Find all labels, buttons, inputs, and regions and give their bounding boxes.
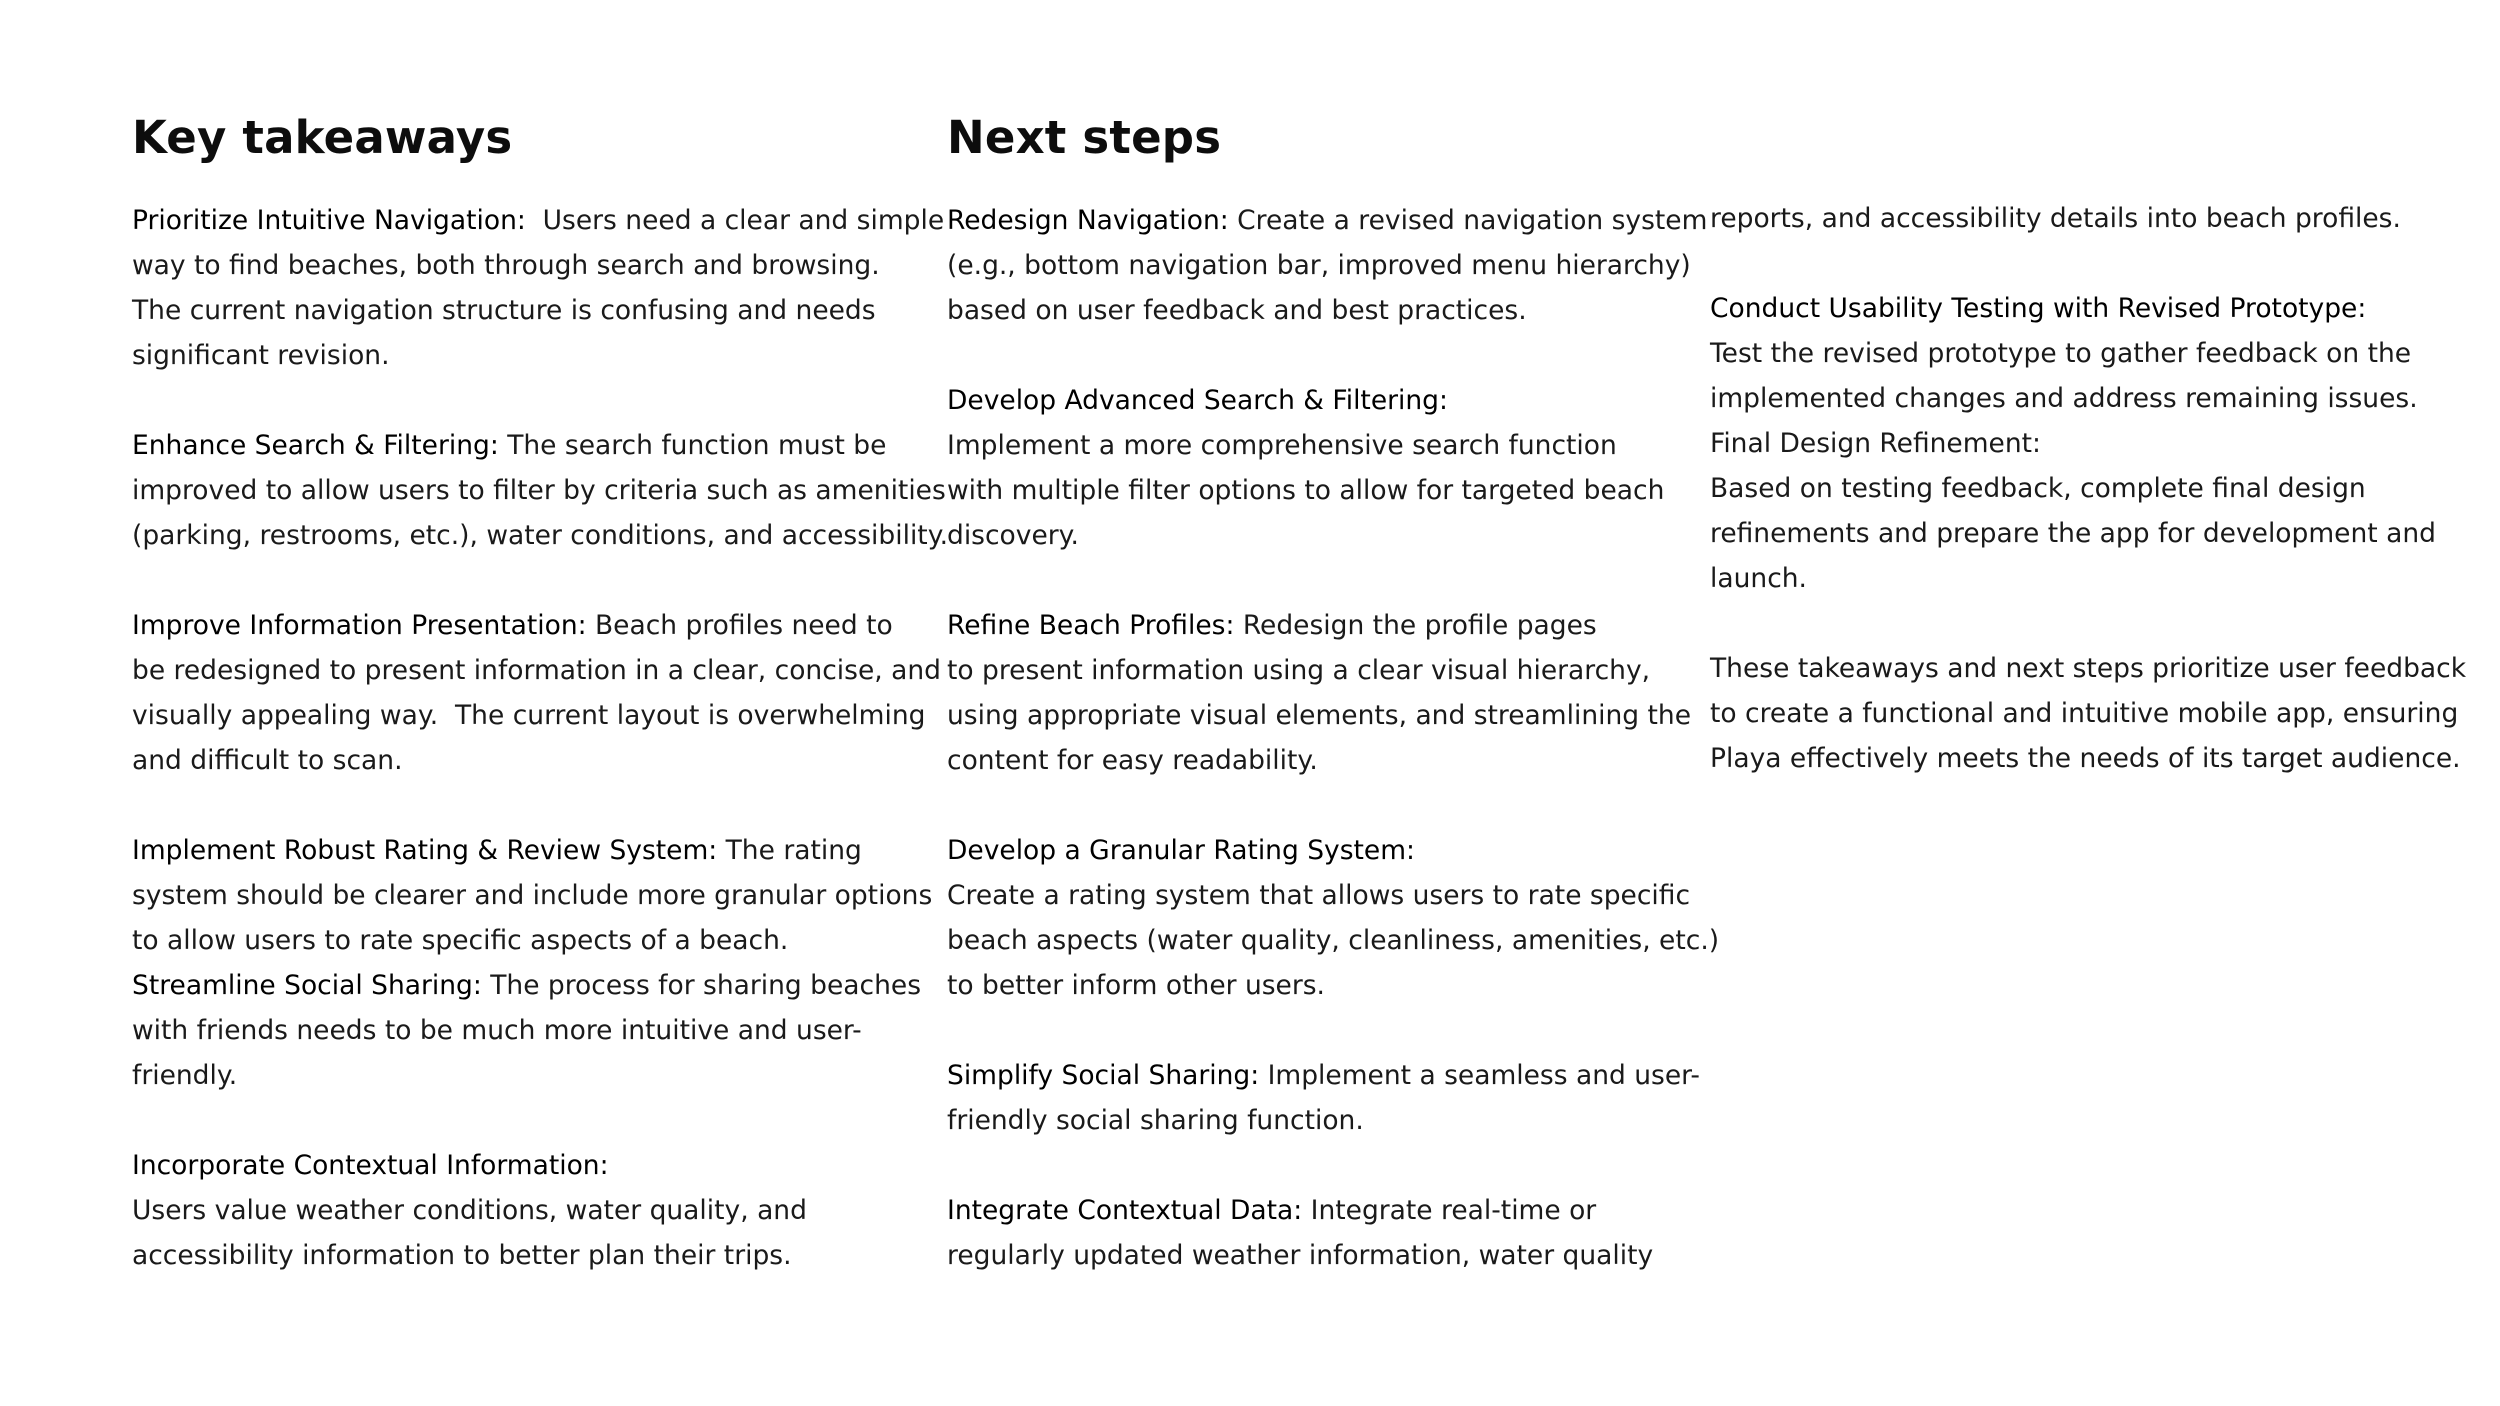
- text-line: beach aspects (water quality, cleanliness, amenities, etc.): [947, 925, 1720, 956]
- text-line: [132, 423, 892, 468]
- text-fragment: Create a revised navigation system: [1228, 205, 1708, 236]
- takeaway-label: Prioritize Intuitive Navigation:: [132, 205, 526, 236]
- text-line: [132, 198, 945, 243]
- step-label: Redesign Navigation:: [947, 205, 1229, 236]
- text-line: [947, 1188, 1692, 1233]
- text-line: to better inform other users.: [947, 970, 1325, 1001]
- step-label: Conduct Usability Testing with Revised Prototype:: [1710, 293, 2367, 324]
- text-line: to create a functional and intuitive mobile app, ensuring: [1710, 698, 2459, 729]
- takeaway-search: [132, 423, 949, 558]
- text-line: Users value weather conditions, water quality, and: [132, 1195, 807, 1226]
- next-steps-continued-column: [1710, 196, 2470, 826]
- text-line: system should be clearer and include more granular options: [132, 880, 933, 911]
- step-search: [947, 378, 1692, 558]
- text-fragment: Redesign the profile pages: [1234, 610, 1597, 641]
- takeaway-social: [132, 963, 922, 1098]
- text-line: with multiple filter options to allow for targeted beach: [947, 475, 1665, 506]
- text-line: with friends needs to be much more intuitive and user-: [132, 1015, 862, 1046]
- step-usability-testing: [1710, 286, 2470, 421]
- step-label: Develop Advanced Search & Filtering:: [947, 385, 1448, 416]
- text-fragment: The process for sharing beaches: [481, 970, 922, 1001]
- step-rating: [947, 828, 1720, 1008]
- text-line: visually appealing way. The current layout is overwhelming: [132, 700, 926, 731]
- text-line: significant revision.: [132, 340, 390, 371]
- text-line: [132, 828, 892, 873]
- text-line: discovery.: [947, 520, 1079, 551]
- step-navigation: [947, 198, 1708, 333]
- text-line: [132, 1143, 892, 1188]
- text-line: Playa effectively meets the needs of its target audience.: [1710, 743, 2461, 774]
- step-final-refinement: [1710, 421, 2470, 601]
- takeaway-rating: [132, 828, 933, 963]
- step-contextual-continued: [1710, 196, 2470, 241]
- summary-paragraph: [1710, 646, 2470, 781]
- takeaway-contextual: [132, 1143, 892, 1278]
- text-line: launch.: [1710, 563, 1807, 594]
- text-fragment: The rating: [717, 835, 862, 866]
- key-takeaways-column: [132, 198, 949, 1323]
- takeaway-label: Implement Robust Rating & Review System:: [132, 835, 718, 866]
- text-line: reports, and accessibility details into beach profiles.: [1710, 203, 2401, 234]
- text-line: [947, 1053, 1700, 1098]
- text-line: Based on testing feedback, complete final design: [1710, 473, 2366, 504]
- step-label: Develop a Granular Rating System:: [947, 835, 1415, 866]
- text-line: The current navigation structure is confusing and needs: [132, 295, 876, 326]
- text-line: friendly social sharing function.: [947, 1105, 1364, 1136]
- text-line: refinements and prepare the app for development and: [1710, 518, 2436, 549]
- text-line: (e.g., bottom navigation bar, improved menu hierarchy): [947, 250, 1691, 281]
- text-fragment: Implement a seamless and user-: [1259, 1060, 1700, 1091]
- text-line: [947, 198, 1708, 243]
- text-fragment: The search function must be: [498, 430, 887, 461]
- text-line: content for easy readability.: [947, 745, 1318, 776]
- takeaway-label: Enhance Search & Filtering:: [132, 430, 499, 461]
- step-label: Simplify Social Sharing:: [947, 1060, 1260, 1091]
- text-line: to present information using a clear visual hierarchy,: [947, 655, 1651, 686]
- step-profiles: [947, 603, 1692, 783]
- text-line: Final Design Refinement:: [1710, 428, 2041, 459]
- text-line: way to find beaches, both through search and browsing.: [132, 250, 880, 281]
- text-line: friendly.: [132, 1060, 238, 1091]
- text-line: [132, 963, 922, 1008]
- text-line: (parking, restrooms, etc.), water conditions, and accessibility.: [132, 520, 949, 551]
- takeaway-information: [132, 603, 941, 783]
- step-label: Refine Beach Profiles:: [947, 610, 1235, 641]
- takeaway-label: Streamline Social Sharing:: [132, 970, 482, 1001]
- next-steps-column: [947, 198, 1720, 1323]
- text-line: be redesigned to present information in a clear, concise, and: [132, 655, 941, 686]
- text-line: to allow users to rate specific aspects of a beach.: [132, 925, 789, 956]
- text-line: [947, 603, 1692, 648]
- text-line: Implement a more comprehensive search function: [947, 430, 1617, 461]
- takeaway-label: Incorporate Contextual Information:: [132, 1150, 609, 1181]
- text-line: regularly updated weather information, water quality: [947, 1240, 1654, 1271]
- text-line: Create a rating system that allows users to rate specific: [947, 880, 1691, 911]
- text-line: [947, 828, 1692, 873]
- text-line: [947, 378, 1692, 423]
- text-line: improved to allow users to filter by criteria such as amenities: [132, 475, 946, 506]
- text-line: using appropriate visual elements, and streamlining the: [947, 700, 1692, 731]
- text-line: Test the revised prototype to gather feedback on the: [1710, 338, 2412, 369]
- step-contextual: [947, 1188, 1692, 1278]
- text-line: and difficult to scan.: [132, 745, 403, 776]
- text-fragment: Users need a clear and simple: [525, 205, 945, 236]
- next-steps-heading: Next steps: [947, 111, 1222, 164]
- text-fragment: Integrate real-time or: [1302, 1195, 1597, 1226]
- step-social: [947, 1053, 1700, 1143]
- step-label: Integrate Contextual Data:: [947, 1195, 1303, 1226]
- text-line: [1710, 286, 2470, 331]
- text-line: accessibility information to better plan their trips.: [132, 1240, 792, 1271]
- text-line: based on user feedback and best practices.: [947, 295, 1527, 326]
- key-takeaways-heading: Key takeaways: [132, 111, 513, 164]
- takeaway-navigation: [132, 198, 945, 378]
- text-line: [132, 603, 892, 648]
- text-line: implemented changes and address remaining issues.: [1710, 383, 2418, 414]
- takeaway-label: Improve Information Presentation:: [132, 610, 587, 641]
- text-fragment: Beach profiles need to: [586, 610, 893, 641]
- text-line: These takeaways and next steps prioritize user feedback: [1710, 653, 2467, 684]
